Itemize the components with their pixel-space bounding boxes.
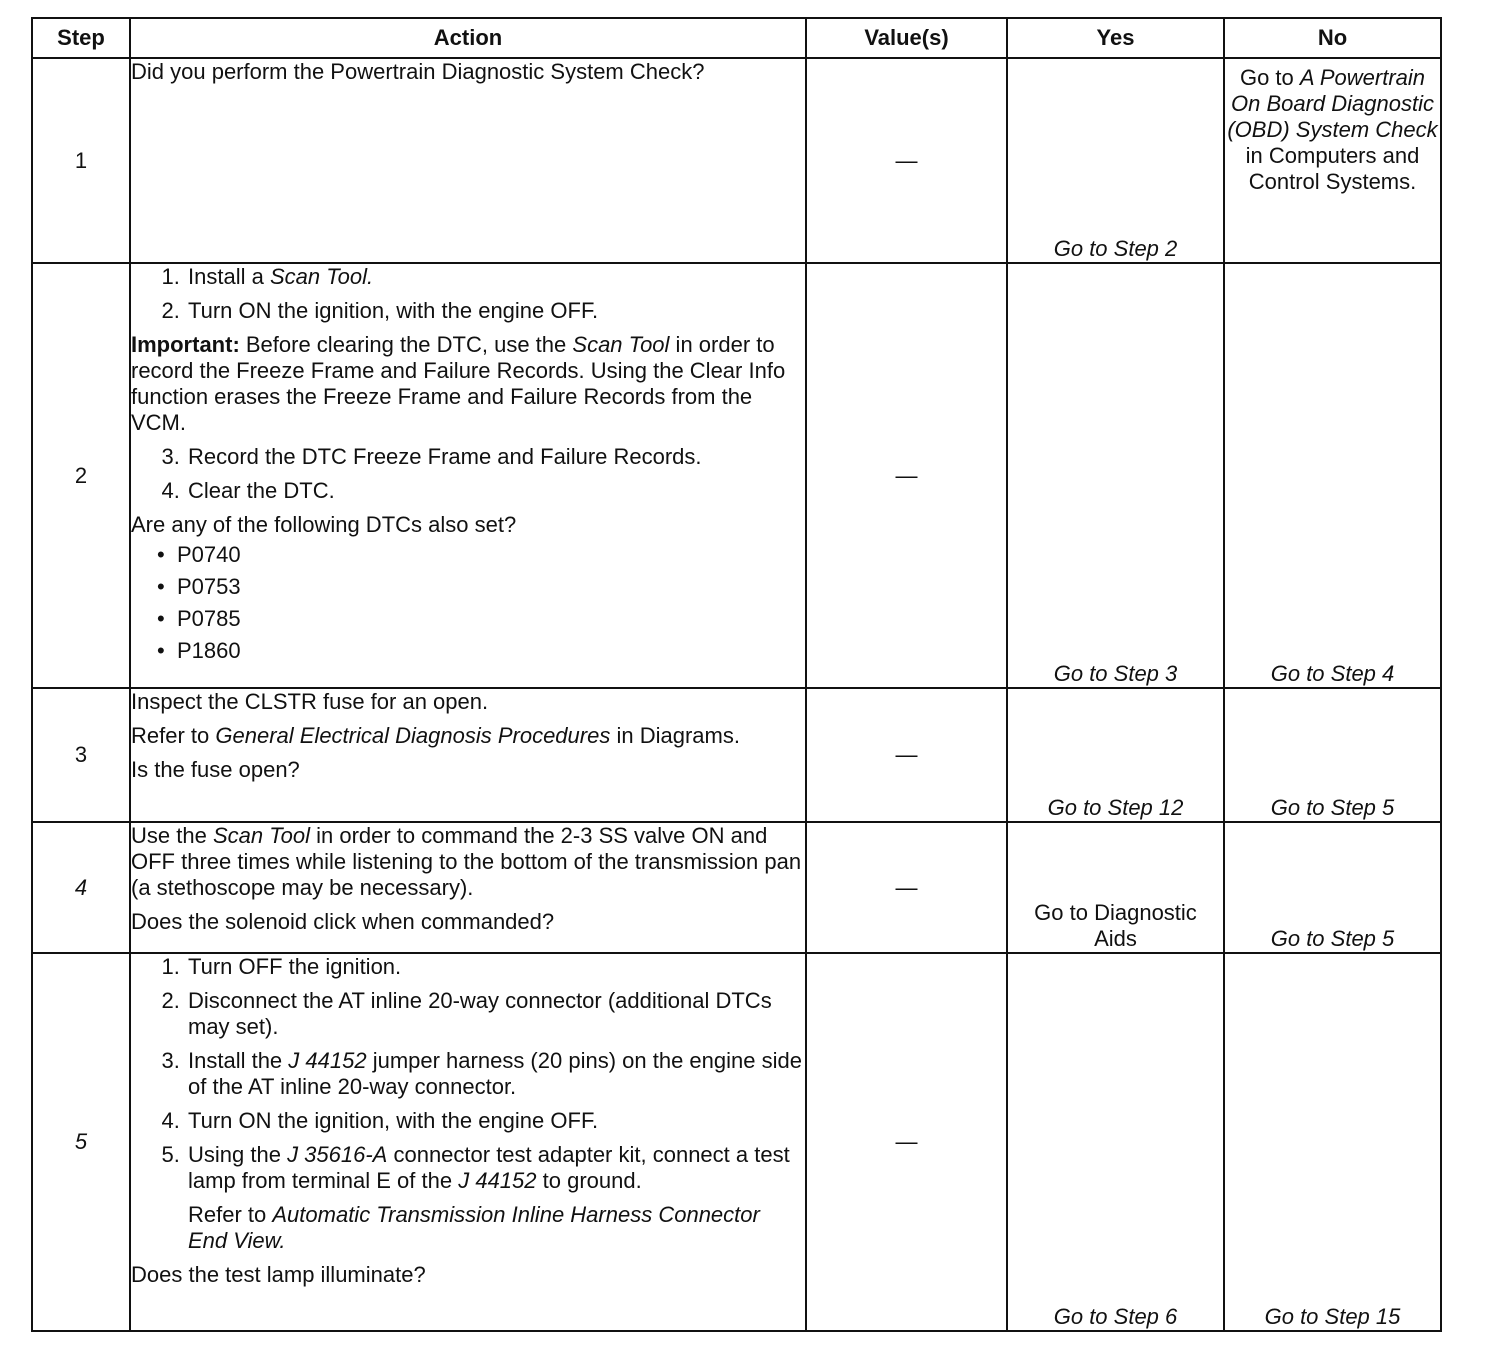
connector-end-view-ref: Automatic Transmission Inline Harness Connector End View. — [188, 1202, 760, 1253]
action-steps — [131, 444, 805, 504]
value-cell: — — [806, 58, 1007, 263]
step-number: 5 — [32, 953, 130, 1331]
action-text — [131, 823, 805, 901]
dtc-item: • P1860 — [177, 638, 805, 664]
scan-tool-ref: Scan Tool — [212, 823, 310, 848]
header-yes: Yes — [1007, 18, 1224, 58]
action-question: Is the fuse open? — [131, 757, 300, 782]
action-step-item — [186, 298, 805, 324]
important-label: Important: — [131, 332, 240, 357]
obd-system-check-link[interactable]: A Powertrain On Board Diagnostic (OBD) System Check — [1227, 65, 1438, 142]
scan-tool-ref: Scan Tool — [572, 332, 670, 357]
table-row — [32, 58, 1441, 263]
action-question: Does the test lamp illuminate? — [131, 1262, 426, 1287]
action-step-item — [186, 264, 805, 290]
header-row — [32, 18, 1441, 58]
header-step: Step — [32, 18, 130, 58]
action-text-part: in order to command the 2-3 SS valve ON and OFF three times while listening to the bottom of the transmission pan (a stethoscope may be necessary). — [131, 823, 802, 900]
action-step-item: 1. Turn OFF the ignition. — [186, 954, 805, 980]
step-number: 3 — [32, 688, 130, 822]
value-cell: — — [806, 822, 1007, 953]
step-text: Install a — [188, 264, 270, 289]
value-cell: — — [806, 263, 1007, 688]
dtc-item: • P0740 — [177, 542, 805, 568]
tool-ref: J 44152 — [458, 1168, 537, 1193]
action-cell — [130, 263, 806, 688]
yes-cell: Go to Step 2 — [1007, 58, 1224, 263]
step-reference — [188, 1202, 805, 1254]
scan-tool-ref: Scan Tool. — [269, 264, 374, 289]
step-number: 2 — [32, 263, 130, 688]
electrical-diagnosis-ref: General Electrical Diagnosis Procedures — [215, 723, 611, 748]
diagnostic-table — [31, 17, 1442, 1332]
action-cell — [130, 58, 806, 263]
ref-text: Refer to — [131, 723, 216, 748]
header-no: No — [1224, 18, 1441, 58]
step-text: Install the — [188, 1048, 289, 1073]
yes-cell: Go to Diagnostic Aids — [1007, 822, 1224, 953]
step-text: to ground. — [536, 1168, 642, 1193]
action-text-part: Use the — [131, 823, 213, 848]
dtc-list — [131, 542, 805, 664]
step-number: 4 — [32, 822, 130, 953]
no-cell — [1224, 58, 1441, 263]
action-steps — [131, 954, 805, 1254]
action-cell — [130, 688, 806, 822]
note-text: in order to record the Freeze Frame and Failure Records. Using the Clear Info function erases the Freeze Frame and Failure Records from the VCM. — [131, 332, 786, 435]
action-cell — [130, 822, 806, 953]
yes-cell: Go to Step 6 — [1007, 953, 1224, 1331]
no-cell: Go to Step 5 — [1224, 688, 1441, 822]
step-text: connector test adapter kit, connect a test lamp from terminal E of the — [188, 1142, 790, 1193]
table-row — [32, 688, 1441, 822]
action-reference — [131, 723, 805, 749]
no-cell: Go to Step 5 — [1224, 822, 1441, 953]
action-step-item: 3. Record the DTC Freeze Frame and Failure Records. — [186, 444, 805, 470]
action-text: Inspect the CLSTR fuse for an open. — [131, 689, 489, 714]
action-question: Did you perform the Powertrain Diagnostic System Check? — [131, 59, 705, 84]
header-values: Value(s) — [806, 18, 1007, 58]
no-prefix: Go to — [1239, 65, 1294, 90]
no-cell: Go to Step 15 — [1224, 953, 1441, 1331]
action-question: Are any of the following DTCs also set? — [131, 512, 517, 537]
table-row — [32, 822, 1441, 953]
no-suffix: in Computers and Control Systems. — [1245, 143, 1420, 194]
ref-text: Refer to — [188, 1202, 273, 1227]
action-steps — [131, 264, 805, 324]
action-step-item: 4. Clear the DTC. — [186, 478, 805, 504]
yes-cell: Go to Step 3 — [1007, 263, 1224, 688]
action-step-item: 2. Disconnect the AT inline 20-way connector (additional DTCs may set). — [186, 988, 805, 1040]
table-row — [32, 263, 1441, 688]
action-cell — [130, 953, 806, 1331]
step-number: 1 — [32, 58, 130, 263]
step-text: Using the — [188, 1142, 288, 1167]
action-question: Does the solenoid click when commanded? — [131, 909, 555, 934]
tool-ref: J 35616-A — [287, 1142, 388, 1167]
step-text: jumper harness (20 pins) on the engine side of the AT inline 20-way connector. — [188, 1048, 802, 1099]
value-cell: — — [806, 688, 1007, 822]
header-action: Action — [130, 18, 806, 58]
no-cell: Go to Step 4 — [1224, 263, 1441, 688]
note-text: Before clearing the DTC, use the — [239, 332, 573, 357]
action-step-item: 4. Turn ON the ignition, with the engine OFF. — [186, 1108, 805, 1134]
important-note — [131, 332, 805, 436]
action-step-item — [186, 1048, 805, 1100]
table-row — [32, 953, 1441, 1331]
value-cell: — — [806, 953, 1007, 1331]
dtc-item: • P0785 — [177, 606, 805, 632]
dtc-item: • P0753 — [177, 574, 805, 600]
step-text: Turn ON the ignition, with the engine OFF. — [188, 298, 599, 323]
ref-text: in Diagrams. — [610, 723, 740, 748]
action-step-item — [186, 1142, 805, 1254]
tool-ref: J 44152 — [288, 1048, 367, 1073]
yes-cell: Go to Step 12 — [1007, 688, 1224, 822]
